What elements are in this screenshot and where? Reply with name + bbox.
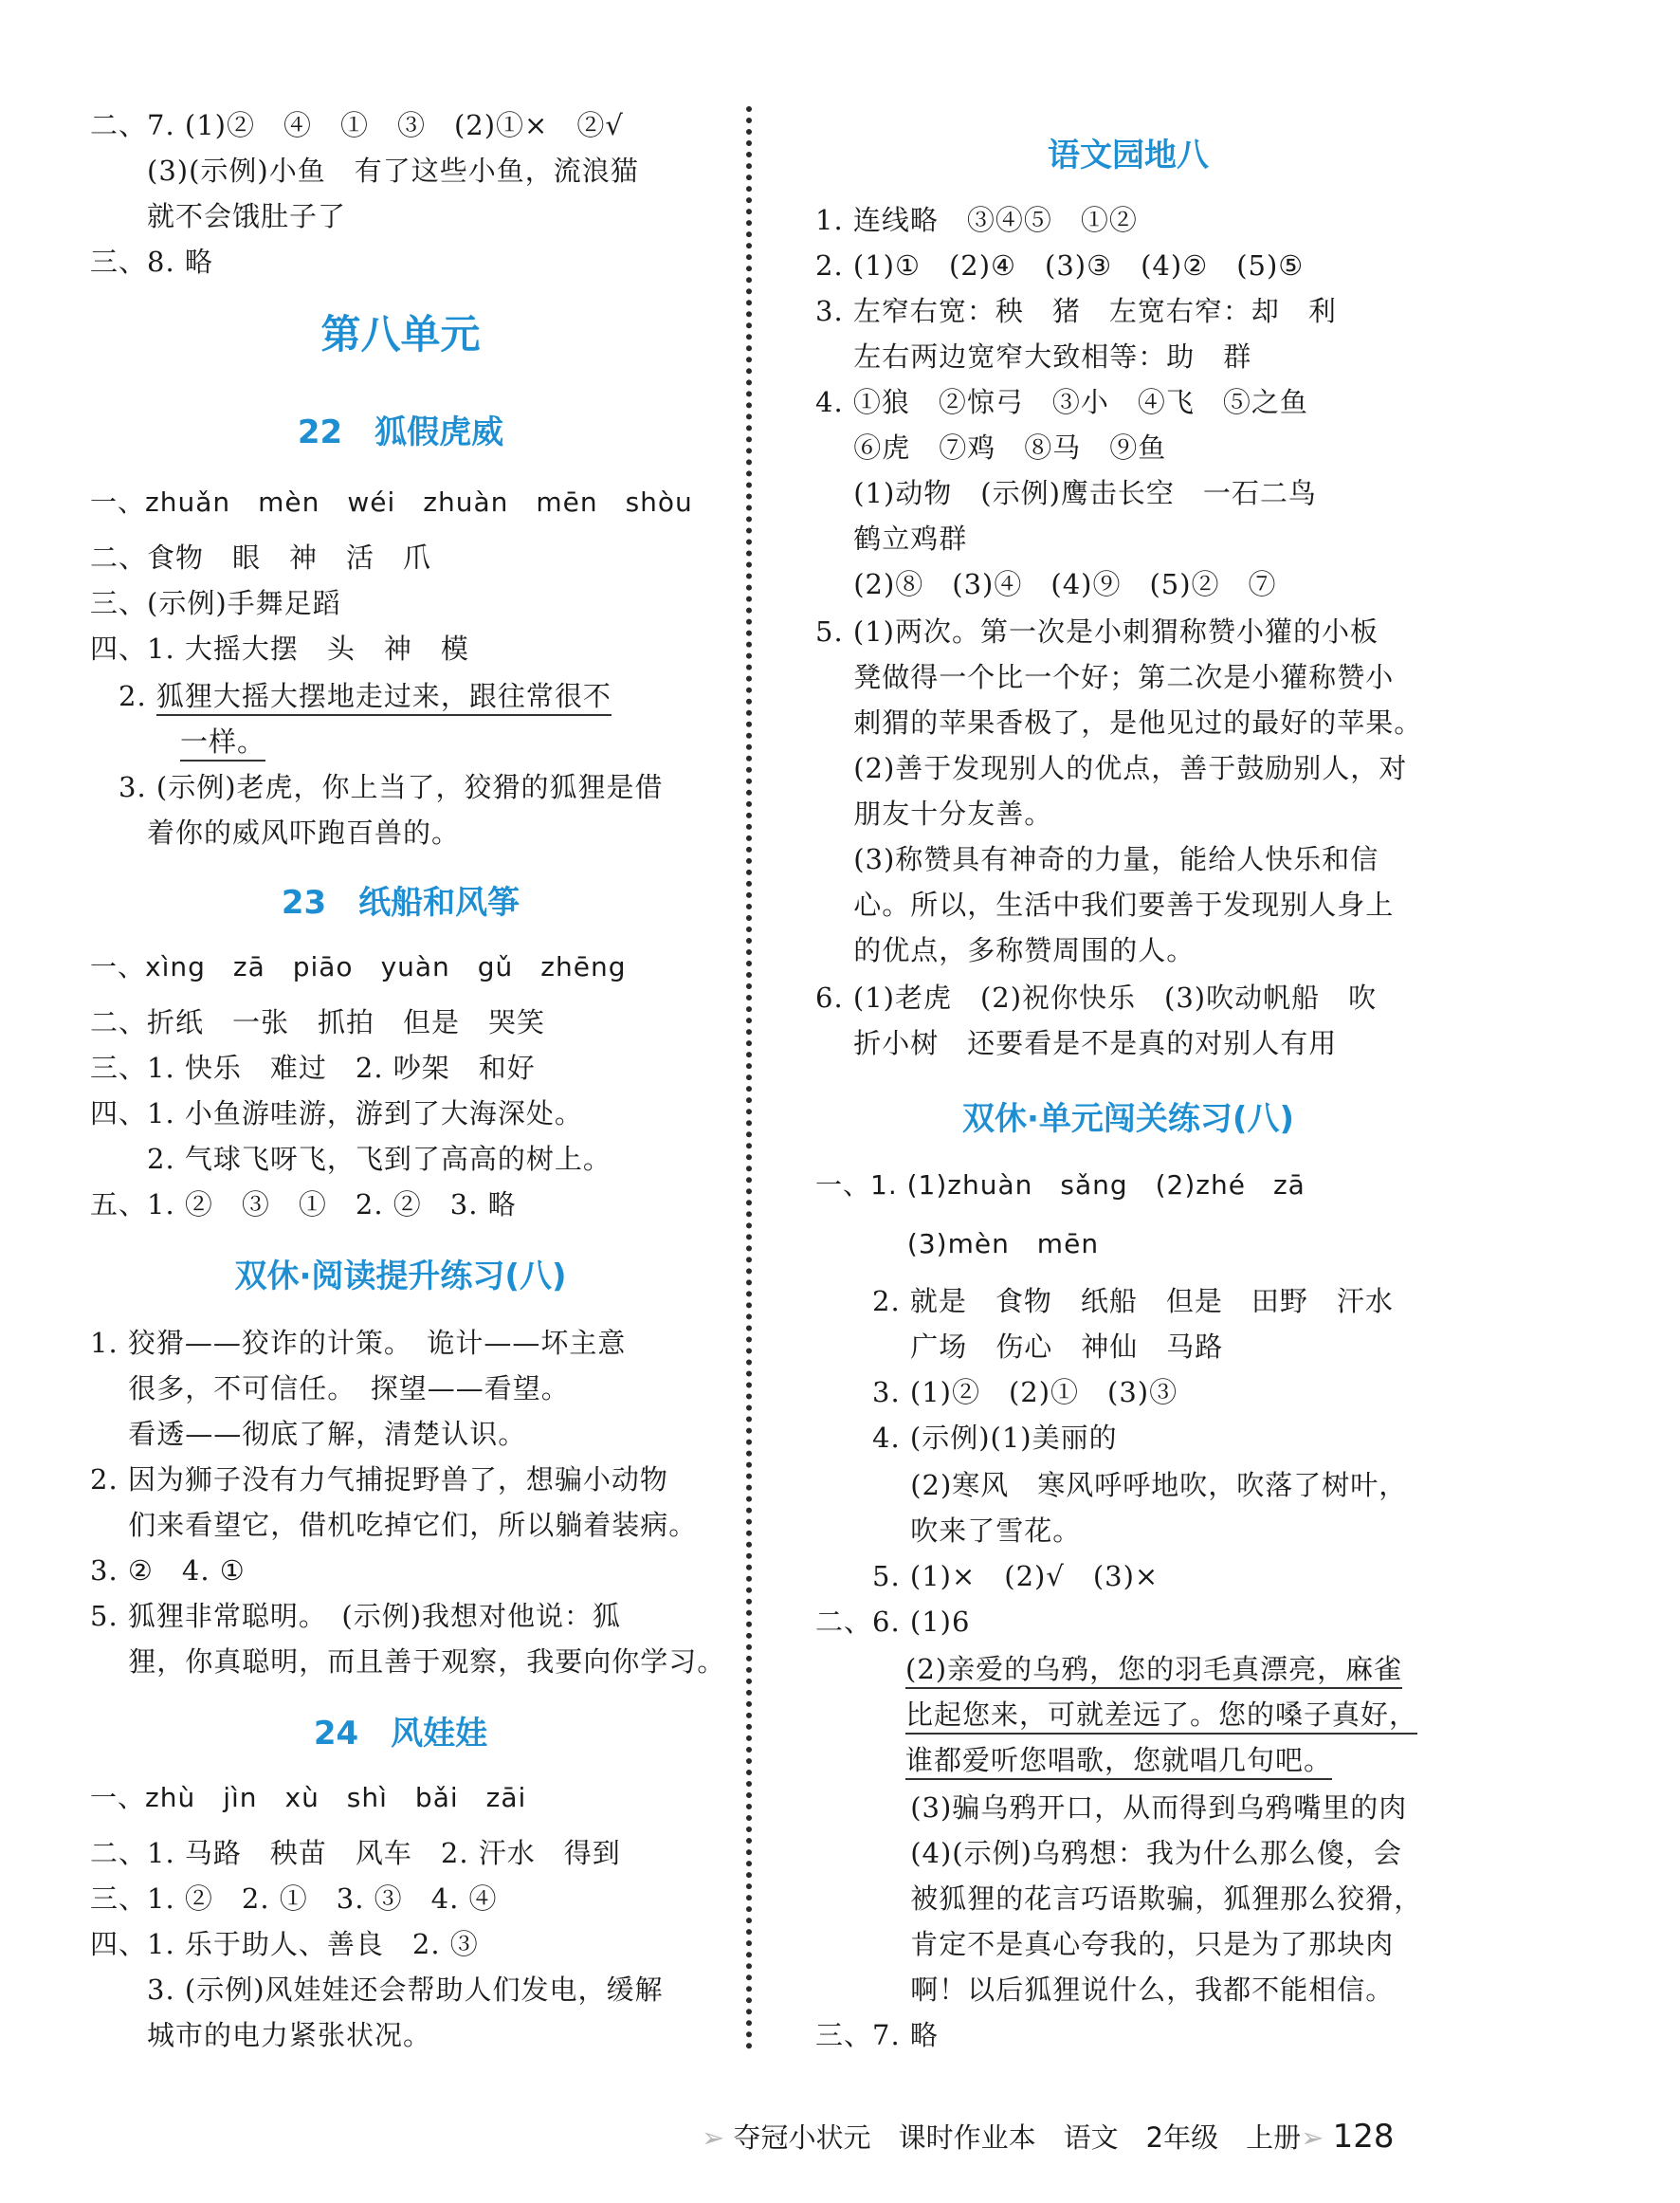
answer-line: (1)动物 (示例)鹰击长空 一石二鸟: [815, 477, 1317, 509]
answer-line: 6. (1)老虎 (2)祝你快乐 (3)吹动帆船 吹: [815, 982, 1378, 1014]
lesson-24-title: 24 风娃娃: [313, 1715, 488, 1753]
answer-line: [905, 1696, 1441, 1734]
column-divider: [746, 106, 752, 2050]
reading-practice-title: 双休·阅读提升练习(八): [234, 1258, 567, 1295]
page-footer: [702, 2117, 1395, 2156]
answer-line: (2)善于发现别人的优点，善于鼓励别人，对: [815, 752, 1408, 784]
answer-line: [905, 1650, 1441, 1688]
footer-grade: 2年级: [1145, 2121, 1219, 2154]
answer-line: 4. (示例)(1)美丽的: [815, 1422, 1118, 1454]
answer-line: 三、8. 略: [90, 246, 213, 278]
answer-line: (2)⑧ (3)④ (4)⑨ (5)② ⑦: [815, 568, 1277, 600]
answer-line: 肯定不是真心夸我的，只是为了那块肉: [815, 1928, 1395, 1960]
footer-term: 上册: [1246, 2121, 1302, 2154]
answer-line: 5. (1)× (2)√ (3)×: [815, 1560, 1160, 1592]
answer-line: 5. (1)两次。第一次是小刺猬称赞小獾的小板: [815, 615, 1379, 648]
unit-title: 第八单元: [320, 311, 481, 358]
page-number: 128: [1332, 2118, 1395, 2156]
pinyin-line: 一、zhuǎn mèn wéi zhuàn mēn shòu: [90, 486, 693, 518]
answer-line: 2. (1)① (2)④ (3)③ (4)② (5)⑤: [815, 249, 1305, 282]
answer-line: 吹来了雪花。: [815, 1515, 1082, 1547]
footer-subject: 语文: [1063, 2121, 1119, 2154]
answer-line: 3. (示例)老虎，你上当了，狡猾的狐狸是借: [90, 771, 664, 803]
answer-line: 折小树 还要看是不是真的对别人有用: [815, 1027, 1338, 1059]
answer-line: 5. 狐狸非常聪明。 (示例)我想对他说：狐: [90, 1600, 622, 1632]
answer-line: 看透——彻底了解，清楚认识。: [90, 1418, 527, 1450]
answer-line: 三、1. ② 2. ① 3. ③ 4. ④: [90, 1882, 498, 1915]
answer-line: 2. 因为狮子没有力气捕捉野兽了，想骗小动物: [90, 1463, 668, 1496]
lesson-22-title: 22 狐假虎威: [297, 413, 504, 451]
answer-line: 凳做得一个比一个好；第二次是小獾称赞小: [815, 661, 1395, 693]
answer-line: 三、7. 略: [815, 2019, 939, 2051]
underlined-answer: 谁都爱听您唱歌，您就唱几句吧。: [905, 1744, 1332, 1780]
answer-line: 被狐狸的花言巧语欺骗，狐狸那么狡猾，: [815, 1882, 1423, 1915]
pinyin-line: (3)mèn mēn: [815, 1228, 1100, 1259]
underlined-answer: 比起您来，可就差远了。您的嗓子真好，: [905, 1698, 1417, 1735]
answer-line: 狸，你真聪明，而且善于观察，我要向你学习。: [90, 1645, 726, 1678]
underlined-answer: 一样。: [180, 725, 265, 762]
answer-line: 左右两边宽窄大致相等：助 群: [815, 340, 1252, 373]
answer-line: 二、折纸 一张 抓拍 但是 哭笑: [90, 1006, 546, 1038]
answer-line: 二、6. (1)6: [815, 1606, 971, 1638]
answer-line: 1. 连线略 ③④⑤ ①②: [815, 204, 1138, 236]
answer-line: [180, 723, 711, 761]
answer-line: 城市的电力紧张状况。: [90, 2019, 432, 2051]
answer-line: (3)骗乌鸦开口，从而得到乌鸦嘴里的肉: [815, 1791, 1408, 1824]
answer-line: 啊！以后狐狸说什么，我都不能相信。: [815, 1974, 1395, 2006]
arrow-icon: ➢: [702, 2121, 725, 2154]
answer-line: 1. 狡猾——狡诈的计策。 诡计——坏主意: [90, 1327, 627, 1359]
answer-line: 二、7. (1)② ④ ① ③ (2)①× ②√: [90, 109, 624, 141]
answer-line: 广场 伤心 神仙 马路: [815, 1331, 1224, 1363]
underlined-answer: (2)亲爱的乌鸦，您的羽毛真漂亮，麻雀: [905, 1653, 1402, 1689]
answer-line: (4)(示例)乌鸦想：我为什么那么傻，会: [815, 1837, 1402, 1869]
answer-line: [90, 677, 711, 715]
answer-line: 着你的威风吓跑百兽的。: [90, 817, 461, 849]
question-number: 2.: [90, 680, 156, 712]
footer-brand: 夺冠小状元: [733, 2121, 871, 2154]
footer-book: 课时作业本: [898, 2121, 1036, 2154]
lesson-23-title: 23 纸船和风筝: [281, 884, 520, 922]
answer-line: [905, 1741, 1441, 1779]
answer-line: 2. 就是 食物 纸船 但是 田野 汗水: [815, 1285, 1394, 1317]
answer-line: (2)寒风 寒风呼呼地吹，吹落了树叶，: [815, 1469, 1408, 1501]
answer-line: 刺猬的苹果香极了，是他见过的最好的苹果。: [815, 707, 1423, 739]
answer-line: 3. 左窄右宽：秧 猪 左宽右窄：却 利: [815, 295, 1337, 327]
answer-line: 3. (示例)风娃娃还会帮助人们发电，缓解: [90, 1974, 664, 2006]
answer-line: 二、食物 眼 神 活 爪: [90, 542, 432, 574]
answer-line: 三、(示例)手舞足蹈: [90, 587, 341, 619]
answer-line: 三、1. 快乐 难过 2. 吵架 和好: [90, 1052, 536, 1084]
answer-line: (3)称赞具有神奇的力量，能给人快乐和信: [815, 843, 1379, 875]
pinyin-line: 一、xìng zā piāo yuàn gǔ zhēng: [90, 951, 627, 982]
arrow-icon: ➢: [1301, 2121, 1324, 2154]
answer-line: 2. 气球飞呀飞，飞到了高高的树上。: [90, 1143, 612, 1175]
answer-line: 很多，不可信任。 探望——看望。: [90, 1372, 570, 1404]
answer-line: 就不会饿肚子了: [90, 200, 347, 232]
answer-line: 4. ①狼 ②惊弓 ③小 ④飞 ⑤之鱼: [815, 386, 1308, 418]
chinese-garden-title: 语文园地八: [1048, 137, 1209, 174]
answer-line: ⑥虎 ⑦鸡 ⑧马 ⑨鱼: [815, 431, 1167, 464]
answer-line: 心。所以，生活中我们要善于发现别人身上: [815, 889, 1395, 921]
answer-line: 朋友十分友善。: [815, 798, 1053, 830]
answer-line: 五、1. ② ③ ① 2. ② 3. 略: [90, 1188, 517, 1221]
answer-line: (3)(示例)小鱼 有了这些小鱼，流浪猫: [90, 155, 639, 187]
pinyin-line: 一、1. (1)zhuàn sǎng (2)zhé zā: [815, 1169, 1306, 1201]
answer-line: 鹤立鸡群: [815, 523, 968, 555]
pinyin-line: 一、zhù jìn xù shì bǎi zāi: [90, 1782, 527, 1813]
answer-line: 3. ② 4. ①: [90, 1554, 246, 1587]
underlined-answer: 狐狸大摇大摆地走过来，跟往常很不: [156, 680, 612, 716]
answer-line: 3. (1)② (2)① (3)③: [815, 1376, 1178, 1408]
answer-line: 二、1. 马路 秧苗 风车 2. 汗水 得到: [90, 1837, 621, 1869]
answer-line: 的优点，多称赞周围的人。: [815, 934, 1196, 966]
answer-line: 四、1. 乐于助人、善良 2. ③: [90, 1928, 479, 1960]
answer-line: 四、1. 小鱼游哇游，游到了大海深处。: [90, 1097, 583, 1129]
answer-line: 四、1. 大摇大摆 头 神 模: [90, 633, 469, 665]
answer-line: 们来看望它，借机吃掉它们，所以躺着装病。: [90, 1509, 698, 1541]
unit-test-title: 双休·单元闯关练习(八): [962, 1100, 1294, 1138]
